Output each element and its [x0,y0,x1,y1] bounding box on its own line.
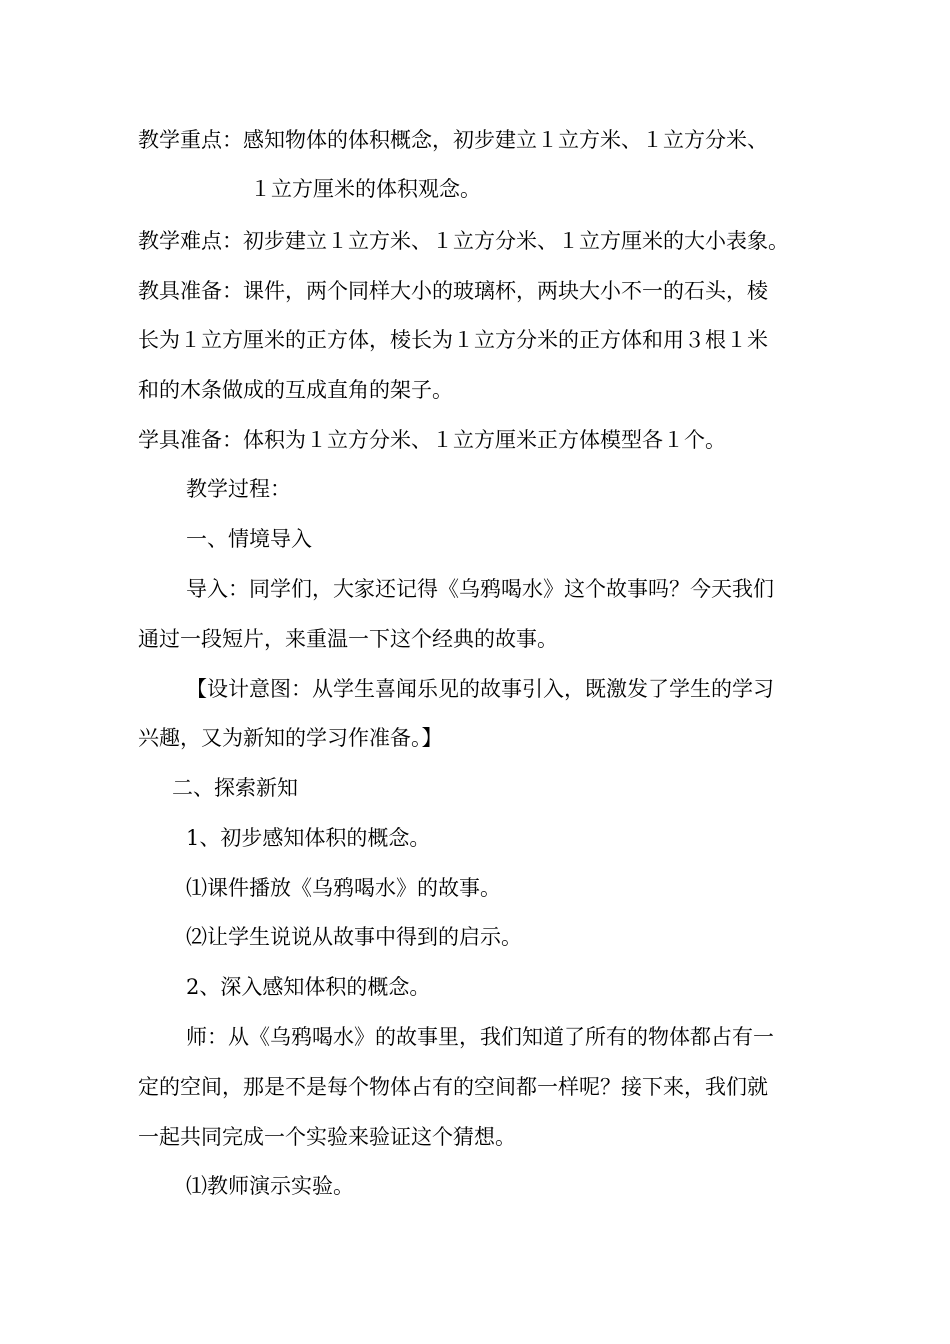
list-item-2: 2、深入感知体积的概念。 [186,975,431,999]
text-line-teacher-cont2: 一起共同完成一个实验来验证这个猜想。 [138,1125,516,1149]
text-line-teacher-cont1: 定的空间，那是不是每个物体占有的空间都一样呢？接下来，我们就 [138,1075,768,1099]
text-line-teaching-aids: 教具准备：课件，两个同样大小的玻璃杯，两块大小不一的石头，棱 [138,279,768,303]
text-line-difficulties: 教学难点：初步建立１立方米、１立方分米、１立方厘米的大小表象。 [138,229,789,253]
text-line-key-points-cont: １立方厘米的体积观念。 [250,177,481,201]
section-heading-intro: 一、情境导入 [186,527,312,551]
text-line-intro: 导入：同学们，大家还记得《乌鸦喝水》这个故事吗？今天我们 [186,577,774,601]
text-line-design-intent-cont: 兴趣，又为新知的学习作准备。】 [138,726,443,750]
list-item-1-a: ⑴课件播放《乌鸦喝水》的故事。 [186,876,501,900]
text-line-intro-cont: 通过一段短片，来重温一下这个经典的故事。 [138,627,558,651]
text-line-student-aids: 学具准备：体积为１立方分米、１立方厘米正方体模型各１个。 [138,428,726,452]
section-heading-explore: 二、探索新知 [172,776,298,800]
text-line-teaching-aids-cont1: 长为１立方厘米的正方体，棱长为１立方分米的正方体和用３根１米 [138,328,768,352]
list-item-2-a: ⑴教师演示实验。 [186,1174,354,1198]
text-line-key-points: 教学重点：感知物体的体积概念，初步建立１立方米、１立方分米、 [138,128,768,152]
list-item-1-b: ⑵让学生说说从故事中得到的启示。 [186,925,522,949]
text-line-design-intent: 【设计意图：从学生喜闻乐见的故事引入，既激发了学生的学习 [186,677,774,701]
section-heading-process: 教学过程： [186,477,291,501]
text-line-teacher: 师：从《乌鸦喝水》的故事里，我们知道了所有的物体都占有一 [186,1025,774,1049]
text-line-teaching-aids-cont2: 和的木条做成的互成直角的架子。 [138,378,453,402]
list-item-1: 1、初步感知体积的概念。 [186,826,431,850]
